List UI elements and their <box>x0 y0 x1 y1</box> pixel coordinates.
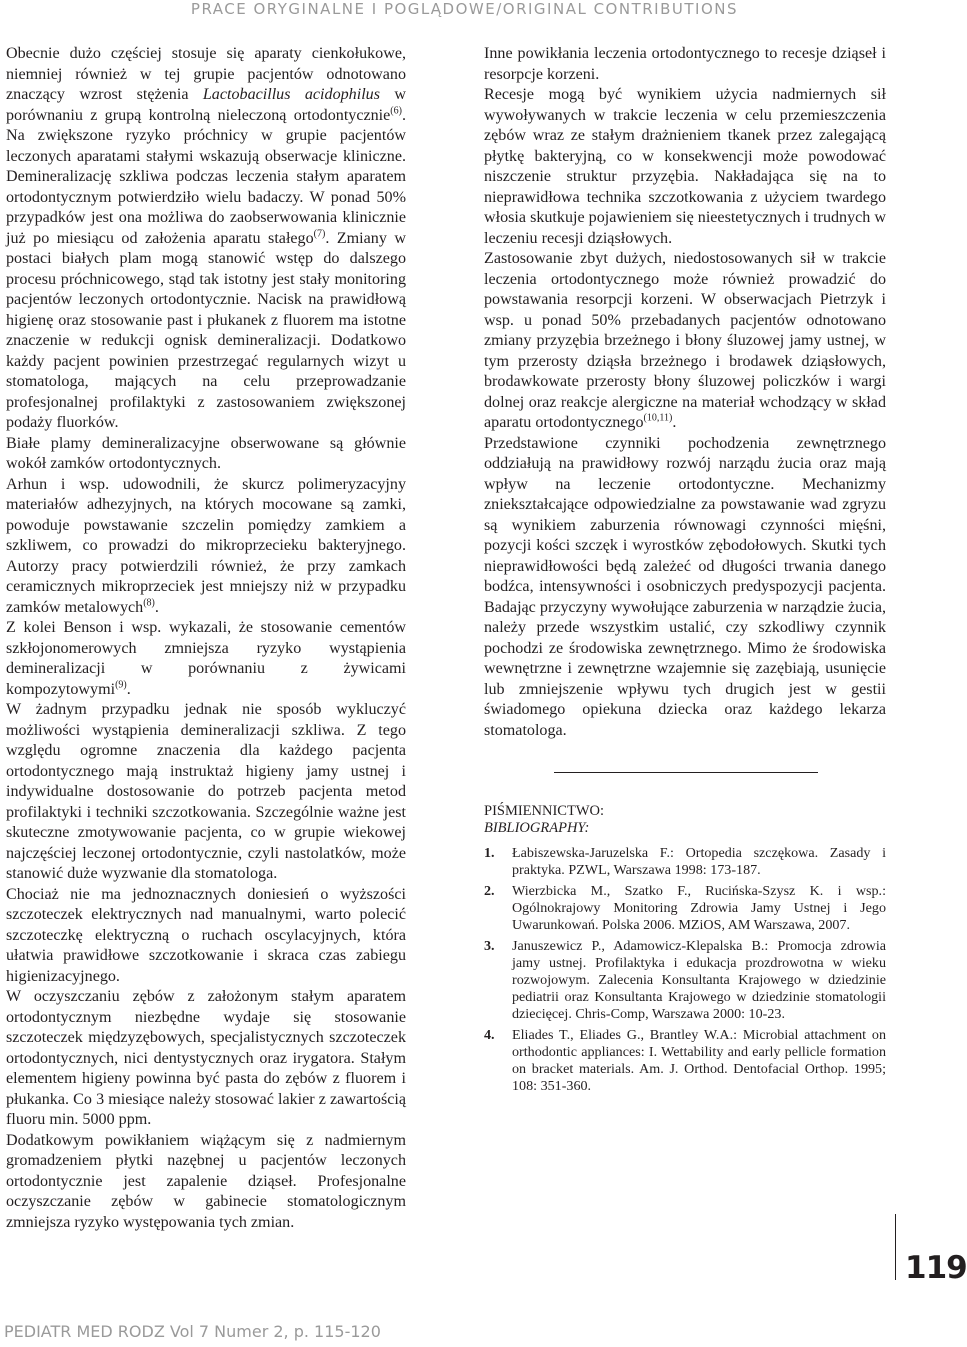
paragraph: Dodatkowym powikłaniem wiążącym się z nadmiernym gromadzeniem płytki nazębnej u pacjentów leczonych ortodontycznie jest zapalenie dziąseł. Profesjonalne oczyszczanie zębów w gabinecie stomatologicznym zmniejsza ryzyko występowania tych zmian. <box>6 1131 406 1231</box>
paragraph: Przedstawione czynniki pochodzenia zewnętrznego oddziałują na prawidłowy rozwój narządu żucia oraz mają wpływ na leczenie ortodontyczne. Mechanizmy zniekształcające odpowiedzialne za powstawanie wad zgryzu są wynikiem zaburzenia równowagi czynności mięśni, pozycji kości szczęk i wyrostków zębodołowych. Skutki tych nieprawidłowości będą zależeć od długości trwania danego bodźca, intensywności i osobniczych predyspozycji pacjenta. Badając przyczyny wywołujące zaburzenia w narządzie żucia, należy przede wszystkim ustalić, czy szkodliwy czynnik pochodzi ze środowiska zewnętrznego. Mimo że środowiska wewnętrzne i zewnętrzne wzajemnie się zazębiają, usunięcie lub zmniejszenie wpływu tych drugich jest w gestii świadomego opiekuna dziecka oraz każdego lekarza stomatologa. <box>484 434 886 739</box>
paragraph: Recesje mogą być wynikiem użycia nadmiernych sił wywoływanych w trakcie leczenia w celu przemieszczenia zębów wraz ze stałym drażnieniem tkanek przez zalegającą płytkę bakteryjną, co w konsekwencji może powodować niszczenie struktur przyzębia. Nakładająca się na to nieprawidłowa technika szczotkowania z użyciem twardego włosia skutkuje pojawieniem się nieestetycznych i trudnych w leczeniu recesji dziąsłowych. <box>484 86 886 247</box>
page-number-rule <box>895 1214 896 1280</box>
paragraph: Arhun i wsp. udowodnili, że skurcz polimeryzacyjny materiałów adhezyjnych, na których mocowane są zamki, powoduje powstawanie szczelin pomiędzy zamkiem a szkliwem, co prowadzi do mikroprzecieku bakteryjnego. Autorzy pracy potwierdzili również, że przy zamkach ceramicznych mikroprzeciek jest mniejszy niż w przypadku zamków metalowych$^{(8)}$. <box>6 475 406 616</box>
reference-item: 1. Łabiszewska-Jaruzelska F.: Ortopedia szczękowa. Zasady i praktyka. PZWL, Warszawa 1998: 173-187. <box>484 845 886 878</box>
running-footer: PEDIATR MED RODZ Vol 7 Numer 2, p. 115-120 <box>4 1322 381 1341</box>
page-number: 119 <box>905 1250 967 1286</box>
bibliography-title: PIŚMIENNICTWO: <box>484 803 605 819</box>
reference-item: 4. Eliades T., Eliades G., Brantley W.A.: Microbial attachment on orthodontic appliances: I. Wettability and early pellicle formation on bracket materials. Am. J. Orthod. Dentofacial Orthop. 1995; 108: 351-360. <box>484 1027 886 1094</box>
paragraph: Inne powikłania leczenia ortodontycznego to recesje dziąseł i resorpcje korzeni. <box>484 45 886 83</box>
bibliography-subtitle: BIBLIOGRAPHY: <box>484 820 590 836</box>
paragraph: W żadnym przypadku jednak nie sposób wykluczyć możliwości wystąpienia demineralizacji szkliwa. Z tego względu ogromne znaczenia dla każdego pacjenta ortodontycznego mają instruktaż higieny jamy ustnej i indywidualne dostosowanie do potrzeb pacjenta metod profilaktyki i techniki szczotkowania. Szczególnie ważne jest skuteczne zmotywowanie pacjenta, co w grupie wiekowej najczęściej leczonej ortodontycznie, czyli nastolatków, może stanowić duże wyzwanie dla stomatologa. <box>6 701 406 882</box>
paragraph: Białe plamy demineralizacyjne obserwowane są głównie wokół zamków ortodontycznych. <box>6 434 406 472</box>
paragraph: Chociaż nie ma jednoznacznych doniesień o wyższości szczoteczek elektrycznych nad manualnymi, warto polecić szczoteczkę elektryczną o ruchach oscylacyjnych, która ułatwia prawidłowe szczotkowanie i skraca czas zabiegu higienizacyjnego. <box>6 885 406 985</box>
reference-list <box>484 845 886 1095</box>
right-column <box>484 44 886 1099</box>
bibliography-heading <box>484 803 886 837</box>
paragraph: Zastosowanie zbyt dużych, niedostosowanych sił w trakcie leczenia ortodontycznego może również prowadzić do powstawania resorpcji korzeni. W obserwacjach Pietrzyk i wsp. u ponad 50% przebadanych pacjentów odnotowano zmiany przyzębia brzeżnego i błony śluzowej jamy ustnej, w tym przerosty dziąsła brzeżnego i brodawek dziąsłowych, brodawkowate przerosty błony śluzowej policzków i wargi dolnej oraz reakcje alergiczne na materiał wchodzący w skład aparatu ortodontycznego$^{(10,11)}$. <box>484 250 886 431</box>
paragraph: W oczyszczaniu zębów z założonym stałym aparatem ortodontycznym niezbędne wydaje się stosowanie szczoteczek międzyzębowych, specjalistycznych szczoteczek ortodontycznych, nici dentystycznych oraz irygatora. Stałym elementem higieny powinna być pasta do zębów z fluorem i płukanka. Co 3 miesiące należy stosować lakier z zawartością fluoru min. 5000 ppm. <box>6 988 406 1128</box>
reference-item: 3. Januszewicz P., Adamowicz-Klepalska B.: Promocja zdrowia jamy ustnej. Profilaktyka i edukacja prozdrowotna w wieku rozwojowym. Zalecenia Konsultanta Krajowego w dziedzinie pediatrii oraz Konsultanta Krajowego w dziedzinie stomatologii dziecięcej. Chris-Comp, Warszawa 2000: 10-23. <box>484 938 886 1022</box>
paragraph: Obecnie dużo częściej stosuje się aparaty cienkołukowe, niemniej również w tej grupie pacjentów odnotowano znaczący wzrost stężenia Lactobacillus acidophilus w porównaniu z grupą kontrolną nieleczoną ortodontycznie$^{(6)}$. Na zwiększone ryzyko próchnicy w grupie pacjentów leczonych aparatami stałymi wskazują obserwacje kliniczne. Demineralizację szkliwa podczas leczenia stałym aparatem ortodontycznym potwierdziło wielu badaczy. W ponad 50% przypadków jest ona możliwa do zaobserwowania klinicznie już po miesiącu od założenia aparatu stałego$^{(7)}$. Zmiany w postaci białych plam mogą stanowić wstęp do dalszego procesu próchnicowego, stąd tak istotny jest stały monitoring pacjentów leczonych ortodontycznie. Nacisk na prawidłową higienę oraz stosowanie past i płukanek z fluorem ma istotne znaczenie w redukcji ognisk demineralizacji. Dodatkowo każdy pacjent powinien przestrzegać regularnych wizyt u stomatologa, mających na celu przeprowadzanie profesjonalnej profilaktyki z zastosowaniem zwiększonej podaży fluorków. <box>6 45 406 431</box>
left-column <box>6 44 406 1233</box>
paragraph: Z kolei Benson i wsp. wykazali, że stosowanie cementów szkłojonomerowych zmniejsza ryzyko wystąpienia demineralizacji w porównaniu z żywicami kompozytowymi$^{(9)}$. <box>6 619 406 698</box>
running-header: PRACE ORYGINALNE I POGLĄDOWE/ORIGINAL CONTRIBUTIONS <box>190 0 738 18</box>
section-divider <box>554 772 818 773</box>
reference-item: 2. Wierzbicka M., Szatko F., Rucińska-Szysz K. i wsp.: Ogólnokrajowy Monitoring Zdrowia Jamy Ustnej i Jego Uwarunkowań. Polska 2006. MZiOS, AM Warszawa, 2007. <box>484 883 886 933</box>
